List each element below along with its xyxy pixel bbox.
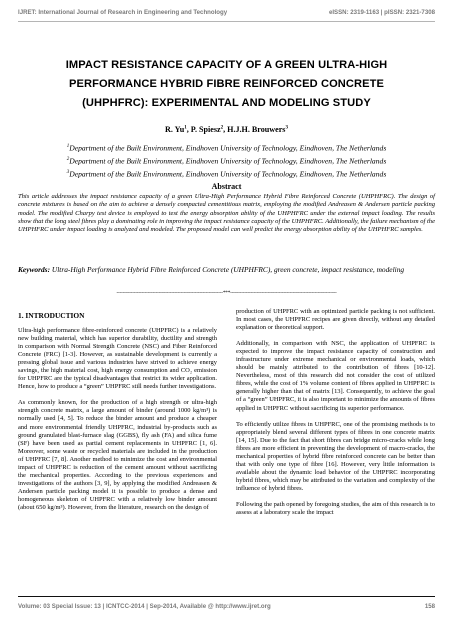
paragraph: Additionally, in comparison with NSC, the application of UHPFRC is expected to improve the impact resistance capacity of construction and infrastructure under extreme mechanical or environmental loads, which should be mainly attributed to the contribution of fibres [10-12]. Nevertheless, most of this research did not consider the cost of utilized fibres, while the cost of 1% volume content of fibres applied in UHPFRC is generally higher than that of matrix [13]. Consequently, to achieve the goal of a “green” UHPFRC, it is also important to minimize the amounts of fibres applied in UHPFRC without sacrificing its superior performance. <box>236 340 435 412</box>
keywords-text: Ultra-High Performance Hybrid Fibre Reinforced Concrete (UHPHFRC), green concrete, impact resistance, modeling <box>51 265 405 274</box>
paper-title <box>30 56 423 113</box>
affiliation-1 <box>0 141 453 154</box>
author-3-sup: 3 <box>285 125 288 131</box>
author-list: R. Yu$^1$, P. Spiesz$^2$, H.J.H. Brouwers$^3$ <box>165 125 288 134</box>
header-rule <box>18 21 435 22</box>
affiliation-2-text: Department of the Built Environment, Eindhoven University of Technology, Eindhoven, The Netherlands <box>69 156 387 166</box>
running-footer <box>18 603 435 610</box>
paragraph: Following the path opened by foregoing studies, the aim of this research is to assess at a laboratory scale the impact <box>236 500 435 517</box>
affiliation-3-text: Department of the Built Environment, Eindhoven University of Technology, Eindhoven, The Netherlands <box>69 169 387 179</box>
abstract-text: This article addresses the impact resistance capacity of a green Ultra-High Performance Hybrid Fibre Reinforced Concrete (UHPHFRC). The design of concrete mixtures is based on the aim to achieve a densely compacted cementitious matrix, employing the modified Andreasen & Andersen particle packing model. The modified Charpy test device is employed to test the energy absorption ability of the UHPHFRC under the external impact loading. The results show that the long steel fibres play a dominating role in improving the impact resistance capacity of the UHPHFRC. Additionally, the failure mechanism of the UHPHFRC under impact loading is analyzed and modeled. The proposed model can well predict the energy absorption ability of the UHPHFRC samples. <box>18 193 435 234</box>
author-2-sup: 2 <box>220 125 224 131</box>
paragraph: production of UHPFRC with an optimized particle packing is not sufficient. In most cases, the UHPFRC recipes are given directly, without any detailed explanation or theoretical support. <box>236 308 435 332</box>
section-separator: --------------------------------------------------------------------***-------------------------------------------------------------------- <box>116 290 337 296</box>
affiliation-1-sup: 1 <box>66 144 70 149</box>
keywords-label: Keywords: <box>18 265 51 274</box>
title-line-2: PERFORMANCE HYBRID FIBRE REINFORCED CONCRETE <box>68 78 385 90</box>
affiliation-2 <box>0 154 453 167</box>
footer-rule <box>18 596 435 597</box>
section-heading-introduction: 1. INTRODUCTION <box>18 311 85 320</box>
author-1-sup: 1 <box>184 125 187 131</box>
keywords <box>18 263 435 276</box>
paragraph: Ultra-high performance fibre-reinforced concrete (UHPFRC) is a relatively new building material, which has superior durability, ductility and strength in comparison with Normal Strength Concrete (NSC) and Fiber Reinforced Concrete (FRC) [1-3]. However, as sustainable development is currently a pressing global issue and various industries have strived to achieve energy savings, the high material cost, high energy consumption and CO₂ emission for UHPFRC are the typical disadvantages that restrict its wider application. Hence, how to produce a “green” UHPFRC still needs further investigations. <box>18 327 217 391</box>
paragraph: To efficiently utilize fibres in UHPFRC, one of the promising methods is to appropriately blend several different types of fibres in one concrete matrix [14, 15]. Due to the fact that short fibres can bridge micro-cracks while long fibres are more efficient in preventing the development of macro-cracks, the mechanical properties of hybrid fibre reinforced concrete can be better than that with only one type of fibre [16]. However, very little information is available about the dynamic load behavior of the UHPFRC incorporating hybrid fibres, which may be attributed to the variation and complexity of the influence of hybrid fibres. <box>236 420 435 492</box>
paragraph: As commonly known, for the production of a high strength or ultra-high strength concrete matrix, a large amount of binder (around 1000 kg/m³) is normally used [4, 5]. To reduce the binder amount and produce a cheaper and more environmental friendly UHPFRC, industrial by-products such as ground granulated blast-furnace slag (GGBS), fly ash (FA) and silica fume (SF) have been used as partial cement replacements in UHPFRC [1, 6]. Moreover, some waste or recycled materials are included in the production of UHPFRC [7, 8]. Another method to minimize the cost and environmental impact of UHPFRC is reduction of the cement amount without sacrificing the mechanical properties. According to the previous experiences and investigations of the authors [3, 9], by applying the modified Andreasen & Andersen particle packing model it is possible to produce a dense and homogeneous skeleton of UHPFRC with a relatively low binder amount (about 650 kg/m³). However, from the literature, research on the design of <box>18 399 217 511</box>
title-line-3: (UHPHFRC): EXPERIMENTAL AND MODELING STUDY <box>82 97 371 109</box>
running-header <box>18 9 435 16</box>
author-2: P. Spiesz <box>190 125 221 134</box>
left-column <box>18 311 217 520</box>
affiliation-1-text: Department of the Built Environment, Eindhoven University of Technology, Eindhoven, The Netherlands <box>69 143 387 153</box>
affiliation-3-sup: 3 <box>66 169 70 175</box>
author-3: H.J.H. Brouwers <box>227 125 286 134</box>
volume-info: Volume: 03 Special Issue: 13 | ICNTCC-2014 | Sep-2014, Available @ http://www.ijret.org <box>18 603 271 610</box>
right-column <box>236 308 435 525</box>
page-number: 158 <box>424 603 435 610</box>
author-1: R. Yu <box>165 125 185 134</box>
journal-name: IJRET: International Journal of Research in Engineering and Technology <box>18 9 228 16</box>
affiliations <box>0 141 453 179</box>
title-line-1: IMPACT RESISTANCE CAPACITY OF A GREEN ULTRA-HIGH <box>65 59 388 71</box>
issn: eISSN: 2319-1163 | pISSN: 2321-7308 <box>328 9 435 16</box>
affiliation-2-sup: 2 <box>66 156 70 162</box>
affiliation-3 <box>0 167 453 180</box>
abstract-heading: Abstract <box>211 182 242 191</box>
